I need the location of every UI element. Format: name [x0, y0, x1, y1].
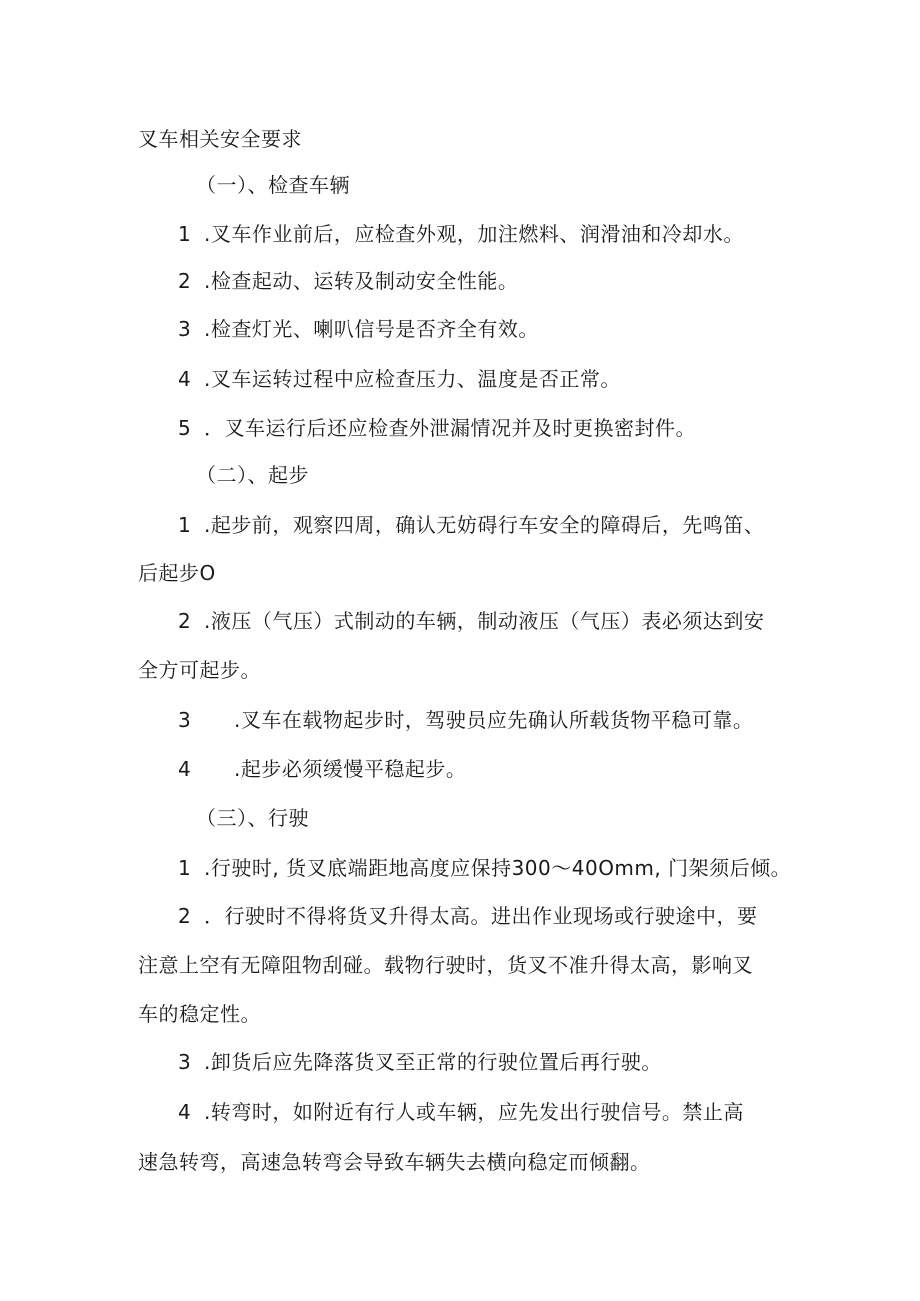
item-text: .叉车运转过程中应检查压力、温度是否正常。 — [204, 367, 621, 391]
item-text: ．叉车运行后还应检查外泄漏情况并及时更换密封件。 — [204, 416, 696, 440]
item-number: 4 — [178, 757, 192, 781]
item-text: .起步前，观察四周，确认无妨碍行车安全的障碍后，先鸣笛、 — [204, 513, 765, 537]
list-item — [178, 268, 518, 294]
item-number: 5 — [178, 416, 192, 440]
item-number: 1 — [178, 222, 192, 246]
list-item — [178, 316, 539, 342]
list-item — [178, 1049, 662, 1075]
item-number: 4 — [178, 1100, 192, 1124]
list-item — [178, 221, 744, 247]
item-text-continuation: 全方可起步。 — [138, 658, 261, 682]
item-number: 1 — [178, 856, 192, 880]
item-number: 4 — [178, 367, 192, 391]
item-text-continuation: 车的稳定性。 — [138, 1002, 261, 1026]
list-item — [178, 512, 764, 538]
list-item — [178, 756, 466, 782]
item-number: 2 — [178, 609, 192, 633]
section-heading: （二）、起步 — [196, 463, 309, 487]
item-text: .起步必须缓慢平稳起步。 — [234, 757, 467, 781]
item-text-continuation: 注意上空有无障阻物刮碰。载物行驶时，货叉不准升得太高，影响叉 — [138, 953, 753, 977]
item-number: 3 — [178, 317, 192, 341]
list-item — [178, 855, 791, 881]
item-text: .检查起动、运转及制动安全性能。 — [204, 269, 519, 293]
item-text: .检查灯光、喇叭信号是否齐全有效。 — [204, 317, 539, 341]
item-text: .转弯时，如附近有行人或车辆，应先发出行驶信号。禁止高 — [204, 1100, 744, 1124]
list-item — [178, 415, 696, 441]
list-item — [178, 366, 621, 392]
item-text: ．行驶时不得将货叉升得太高。进出作业现场或行驶途中，要 — [204, 904, 758, 928]
section-heading: （一）、检查车辆 — [196, 173, 350, 197]
item-number: 2 — [178, 269, 192, 293]
section-heading: （三）、行驶 — [196, 806, 309, 830]
item-text-continuation: 后起步O — [138, 561, 216, 585]
list-item — [178, 1099, 744, 1125]
document-title: 叉车相关安全要求 — [138, 127, 302, 151]
item-text: .液压（气压）式制动的车辆，制动液压（气压）表必须达到安 — [204, 609, 765, 633]
item-number: 2 — [178, 904, 192, 928]
item-number: 3 — [178, 708, 192, 732]
item-text: .叉车在载物起步时，驾驶员应先确认所载货物平稳可靠。 — [234, 708, 754, 732]
item-text: .卸货后应先降落货叉至正常的行驶位置后再行驶。 — [204, 1050, 662, 1074]
item-text-continuation: 速急转弯，高速急转弯会导致车辆失去横向稳定而倾翻。 — [138, 1150, 651, 1174]
item-number: 1 — [178, 513, 192, 537]
item-text: .叉车作业前后，应检查外观，加注燃料、润滑油和冷却水。 — [204, 222, 744, 246]
item-number: 3 — [178, 1050, 192, 1074]
list-item — [178, 707, 753, 733]
list-item — [178, 903, 758, 929]
list-item — [178, 608, 764, 634]
item-text: .行驶时, 货叉底端距地高度应保持300～40Omm, 门架须后倾。 — [204, 856, 792, 880]
